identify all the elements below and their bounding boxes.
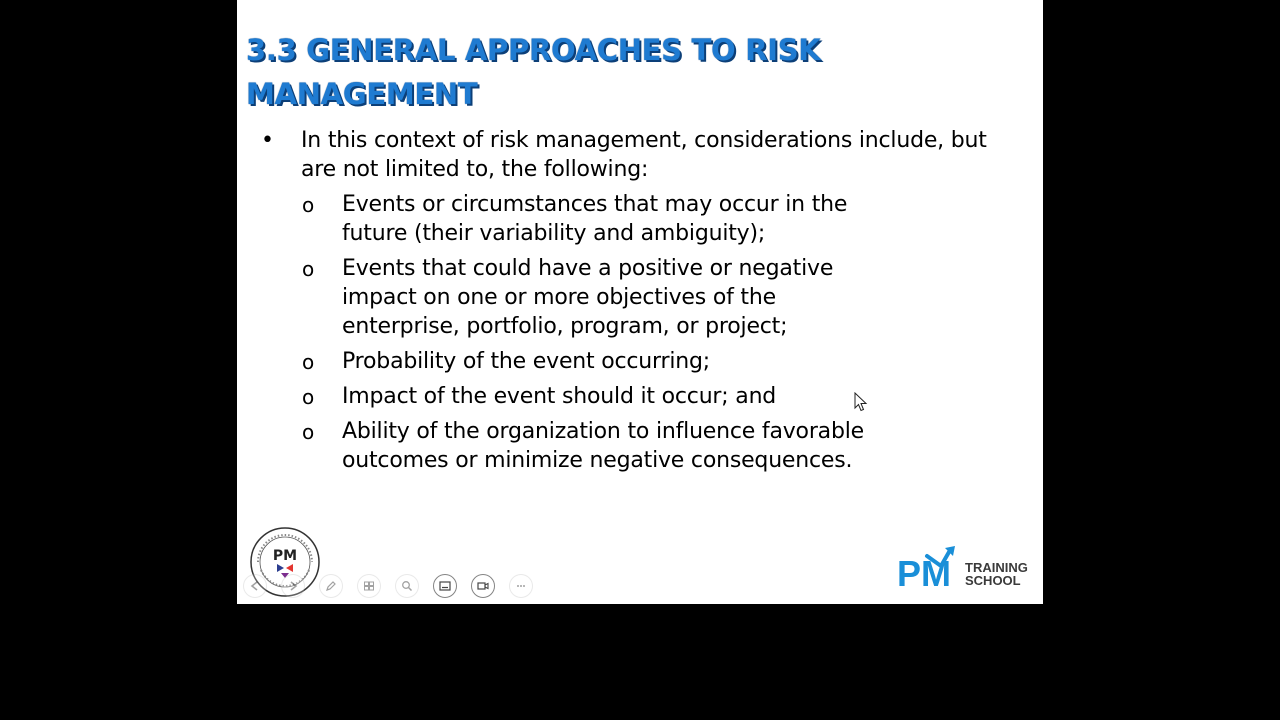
sub-bullet-icon: o (302, 385, 315, 409)
sub-bullet-text: Probability of the event occurring; (342, 349, 710, 374)
pm-logo-mark: PM (897, 553, 951, 590)
sub-bullet-icon: o (302, 420, 315, 444)
slides-icon[interactable] (357, 574, 381, 598)
bullet-icon: • (261, 128, 274, 153)
sub-bullet-text: Events that could have a positive or negative impact on one or more objectives of the enterprise, portfolio, program, or project; (342, 256, 834, 339)
mouse-cursor-icon (854, 392, 868, 412)
zoom-icon[interactable] (395, 574, 419, 598)
sub-bullet-text: Ability of the organization to influence favorable outcomes or minimize negative consequences. (342, 419, 864, 473)
list-item (237, 190, 892, 248)
sub-bullet-text: Events or circumstances that may occur in the future (their variability and ambiguity); (342, 192, 848, 246)
logo-line-school: SCHOOL (965, 573, 1021, 588)
sub-bullet-icon: o (302, 350, 315, 374)
list-item (237, 382, 892, 411)
sub-bullet-list (237, 190, 1043, 475)
list-item (237, 417, 892, 475)
more-icon[interactable] (509, 574, 533, 598)
pen-icon[interactable] (319, 574, 343, 598)
main-bullet (237, 126, 1001, 184)
slide (237, 0, 1043, 604)
presentation-toolbar (243, 574, 533, 598)
subtitles-icon[interactable] (433, 574, 457, 598)
pm-logo-icon (897, 544, 967, 590)
list-item (237, 347, 892, 376)
main-bullet-text: In this context of risk management, considerations include, but are not limited to, the following: (301, 128, 987, 182)
forward-icon[interactable] (281, 574, 305, 598)
slide-content (237, 126, 1043, 481)
seal-text: PM (272, 548, 298, 564)
sub-bullet-icon: o (302, 257, 315, 281)
logo-line-training: TRAINING (965, 560, 1028, 575)
pm-logo-text (965, 561, 1028, 587)
pm-training-school-logo (897, 544, 1029, 590)
back-icon[interactable] (243, 574, 267, 598)
sub-bullet-text: Impact of the event should it occur; and (342, 384, 777, 409)
sub-bullet-icon: o (302, 193, 315, 217)
list-item (237, 254, 892, 341)
camera-icon[interactable] (471, 574, 495, 598)
slide-title: 3.3 GENERAL APPROACHES TO RISK MANAGEMENT (246, 33, 821, 111)
